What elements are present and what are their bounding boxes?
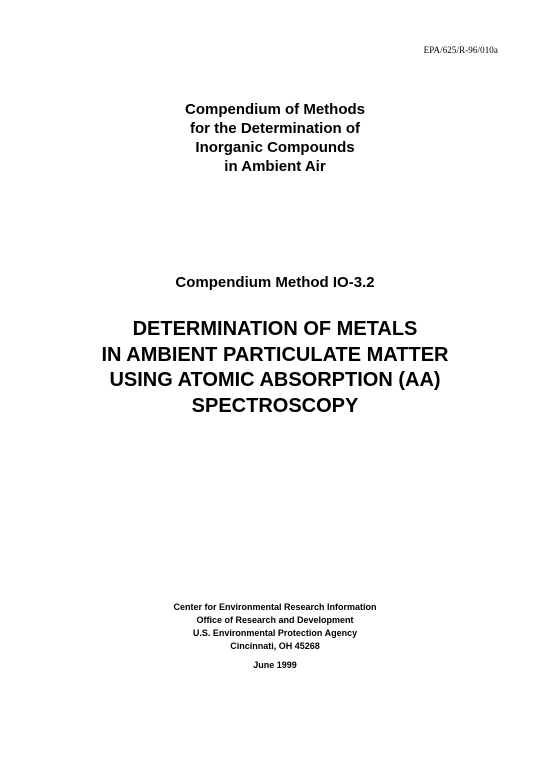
- publisher-line: Center for Environmental Research Information: [173, 602, 377, 612]
- publisher-block: [0, 601, 550, 653]
- method-title-line: SPECTROSCOPY: [191, 394, 359, 417]
- publisher-line: Office of Research and Development: [196, 615, 354, 625]
- method-number: Compendium Method IO-3.2: [175, 274, 375, 291]
- method-title: [0, 317, 550, 419]
- compendium-title-line: in Ambient Air: [224, 158, 326, 175]
- method-title-line: DETERMINATION OF METALS: [132, 318, 418, 340]
- document-id: EPA/625/R-96/010a: [423, 45, 498, 55]
- compendium-title-line: Inorganic Compounds: [195, 139, 355, 156]
- publisher-line: U.S. Environmental Protection Agency: [192, 628, 358, 638]
- method-title-line: IN AMBIENT PARTICULATE MATTER: [101, 343, 449, 366]
- method-title-line: USING ATOMIC ABSORPTION (AA): [109, 369, 441, 391]
- publisher-line: Cincinnati, OH 45268: [230, 641, 320, 651]
- compendium-title-line: for the Determination of: [189, 120, 360, 137]
- compendium-title: [0, 100, 550, 176]
- publication-date: June 1999: [253, 660, 297, 670]
- compendium-title-line: Compendium of Methods: [185, 101, 365, 118]
